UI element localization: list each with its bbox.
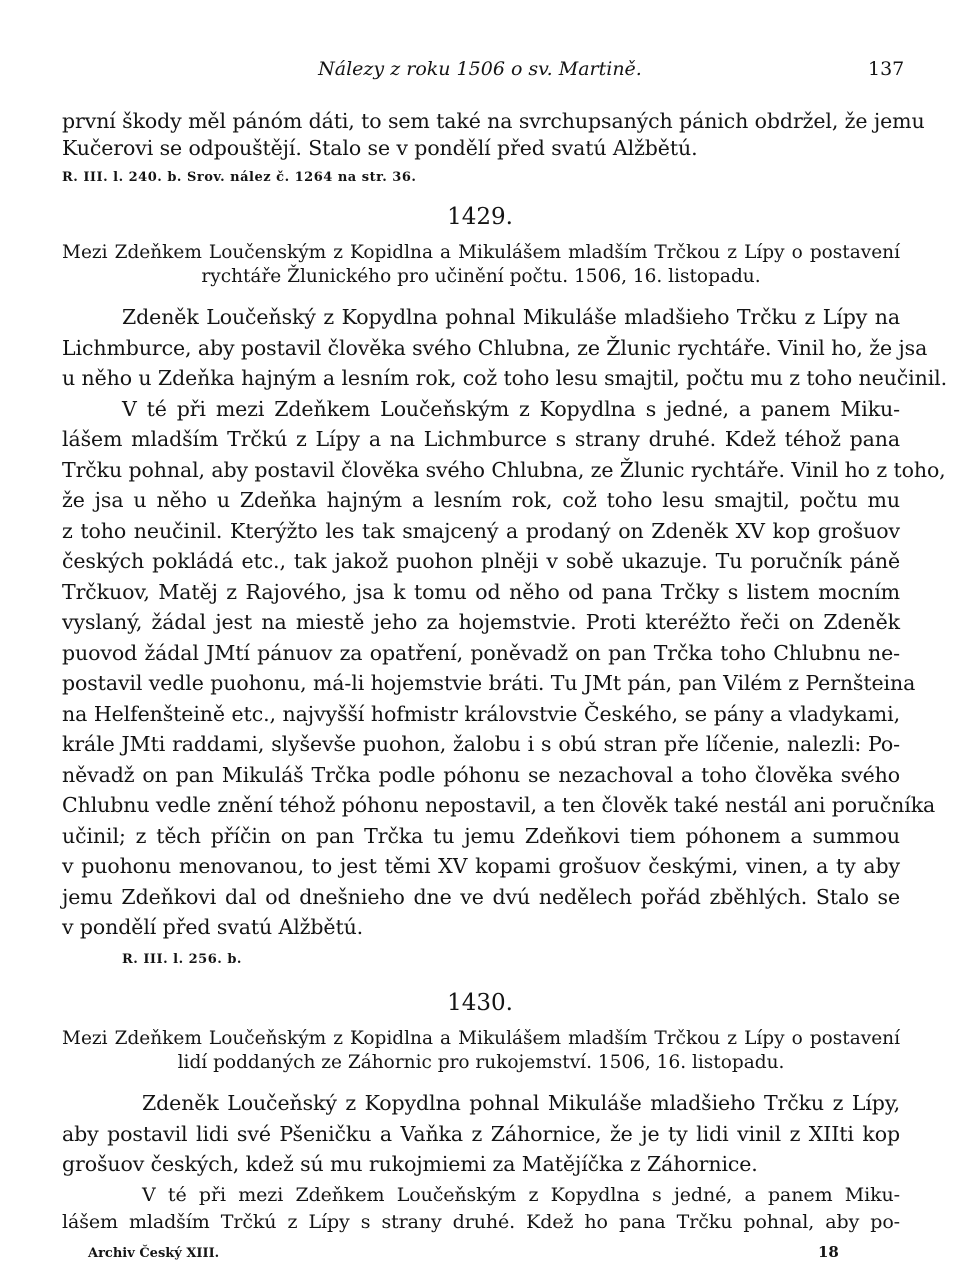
- body-line: v pondělí před svatú Alžbětú.: [62, 915, 364, 939]
- body-line: postavil vedle puohonu, má-li hojemstvie bráti. Tu JMt pán, pan Vilém z Pernšteina: [62, 671, 916, 695]
- carryover-line: první škody měl pánóm dáti, to sem také na svrchupsaných pánich obdržel, že jemu: [62, 109, 925, 133]
- body-line: českých pokládá etc., tak jakož puohon plněji v sobě ukazuje. Tu poručník páně: [62, 549, 900, 573]
- body-line: u něho u Zdeňka hajným a lesním rok, což toho lesu smajtil, počtu mu z toho neučinil.: [62, 366, 948, 390]
- body-line: Lichmburce, aby postavil člověka svého Chlubna, ze Žlunic rychtáře. Vinil ho, že jsa: [62, 336, 928, 360]
- footer-publication: Archiv Český XIII.: [88, 1246, 220, 1261]
- body-line: lášem mladším Trčkú z Lípy s strany druhé. Kdež ho pana Trčku pohnal, aby po-: [62, 1211, 900, 1233]
- body-line: grošuov českých, kdež sú mu rukojmiemi za Matějíčka z Záhornice.: [62, 1152, 758, 1176]
- carryover-line: Kučerovi se odpouštějí. Stalo se v pondělí před svatú Alžbětú.: [62, 136, 698, 160]
- body-line: na Helfenšteině etc., najvyšší hofmistr královstvie Českého, se pány a vladykami,: [62, 702, 900, 726]
- entry-summary-line: rychtáře Žlunického pro učinění počtu. 1506, 16. listopadu.: [201, 266, 761, 287]
- footer-signature-number: 18: [818, 1243, 839, 1261]
- body-line: krále JMti raddami, slyševše puohon, žalobu i s obú stran pře líčenie, nalezli: Po-: [62, 732, 900, 756]
- body-line: z toho neučinil. Kterýžto les tak smajcený a prodaný on Zdeněk XV kop grošuov: [62, 519, 900, 543]
- body-line: Chlubnu vedle znění téhož póhonu nepostavil, a ten člověk také nestál ani poručníka: [62, 793, 936, 817]
- body-line: učinil; z těch příčin on pan Trčka tu jemu Zdeňkovi tiem póhonem a summou: [62, 824, 900, 848]
- body-line: V té při mezi Zdeňkem Loučeňským z Kopydlna s jedné, a panem Miku-: [122, 397, 900, 421]
- body-line: lášem mladším Trčkú z Lípy a na Lichmburce s strany druhé. Kdež téhož pana: [62, 427, 900, 451]
- body-line: že jsa u něho u Zdeňka hajným a lesním rok, což toho lesu smajtil, počtu mu: [62, 488, 900, 512]
- body-line: V té při mezi Zdeňkem Loučeňským z Kopydlna s jedné, a panem Miku-: [142, 1184, 900, 1206]
- body-line: aby postavil lidi své Pšeničku a Vaňka z Záhornice, že je ty lidi vinil z XIIti kop: [62, 1122, 900, 1146]
- entry-number-1430: 1430.: [447, 990, 513, 1016]
- body-line: něvadž on pan Mikuláš Trčka podle póhonu se nezachoval a toho člověka svého: [62, 763, 900, 787]
- archive-reference: R. III. l. 256. b.: [122, 952, 242, 967]
- body-line: vyslaný, žádal jest na miestě jeho za hojemstvie. Proti kteréžto řeči on Zdeněk: [62, 610, 900, 634]
- body-line: puovod žádal JMtí pánuov za opatření, poněvadž on pan Trčka toho Chlubnu ne-: [62, 641, 900, 665]
- entry-summary-line: Mezi Zdeňkem Loučeňským z Kopidlna a Mikulášem mladším Trčkou z Lípy o postavení: [62, 1028, 900, 1049]
- body-line: jemu Zdeňkovi dal od dnešnieho dne ve dvú nedělech pořád zběhlých. Stalo se: [62, 885, 900, 909]
- body-line: Trčkuov, Matěj z Rajového, jsa k tomu od něho od pana Trčky s listem mocním: [62, 580, 900, 604]
- entry-summary-line: lidí poddaných ze Záhornic pro rukojemství. 1506, 16. listopadu.: [177, 1052, 785, 1073]
- archive-reference: R. III. l. 240. b. Srov. nález č. 1264 na str. 36.: [62, 170, 417, 185]
- running-header-title: Nálezy z roku 1506 o sv. Martině.: [318, 58, 642, 80]
- entry-number-1429: 1429.: [447, 204, 513, 230]
- body-line: Zdeněk Loučeňský z Kopydlna pohnal Mikuláše mladšieho Trčku z Lípy na: [122, 305, 900, 329]
- page-number: 137: [868, 58, 905, 80]
- body-line: v puohonu menovanou, to jest těmi XV kopami grošuov českými, vinen, a ty aby: [62, 854, 900, 878]
- entry-summary-line: Mezi Zdeňkem Loučenským z Kopidlna a Mikulášem mladším Trčkou z Lípy o postavení: [62, 242, 900, 263]
- body-line: Trčku pohnal, aby postavil člověka svého Chlubna, ze Žlunic rychtáře. Vinil ho z toho,: [62, 458, 946, 482]
- body-line: Zdeněk Loučeňský z Kopydlna pohnal Mikuláše mladšieho Trčku z Lípy,: [142, 1091, 900, 1115]
